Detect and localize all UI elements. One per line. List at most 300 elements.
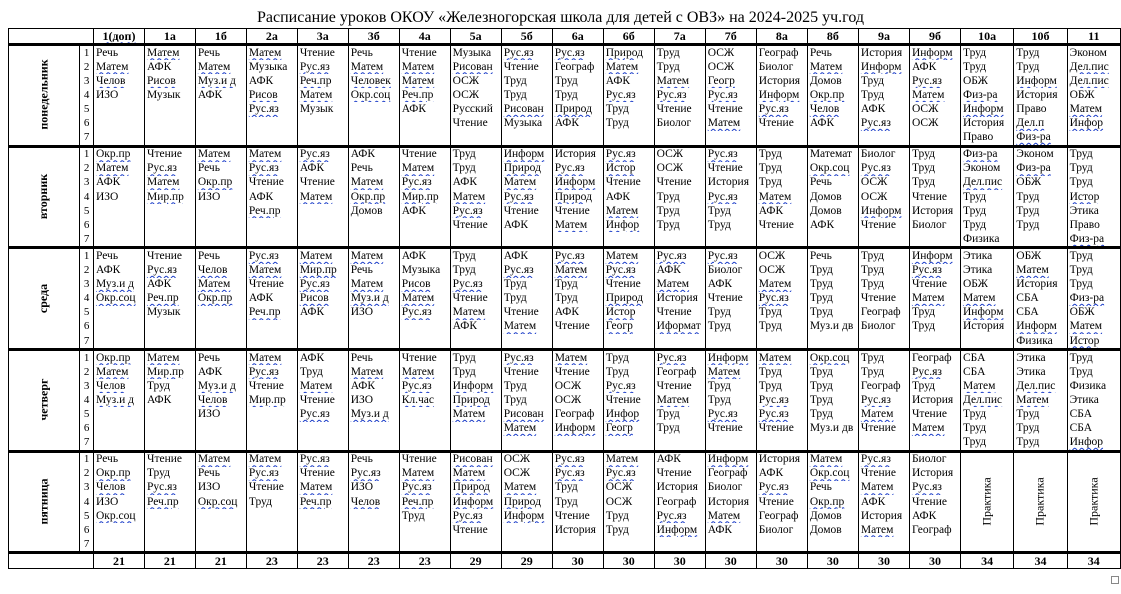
lesson-cell[interactable]: Музык bbox=[297, 102, 348, 116]
lesson-cell[interactable]: Чтение bbox=[297, 467, 348, 481]
lesson-cell[interactable]: Труд bbox=[603, 365, 654, 379]
lesson-cell[interactable]: Информ bbox=[1014, 74, 1067, 88]
lesson-cell[interactable]: АФК bbox=[552, 306, 603, 320]
lesson-cell[interactable]: Информ bbox=[450, 379, 501, 393]
lesson-cell[interactable]: Рисован bbox=[501, 102, 552, 116]
lesson-cell[interactable]: Чтение bbox=[297, 176, 348, 190]
lesson-cell[interactable]: Информ bbox=[1014, 320, 1067, 334]
lesson-cell[interactable]: Труд bbox=[552, 74, 603, 88]
lesson-cell[interactable]: Чтение bbox=[399, 45, 450, 61]
lesson-cell[interactable]: Рус.яз bbox=[297, 278, 348, 292]
lesson-cell[interactable] bbox=[756, 334, 807, 350]
lesson-cell[interactable]: ОБЖ bbox=[1014, 248, 1067, 264]
lesson-cell[interactable]: Окр.пр bbox=[195, 176, 246, 190]
lesson-cell[interactable]: Рус.яз bbox=[246, 162, 297, 176]
lesson-cell[interactable]: ОСЖ bbox=[450, 88, 501, 102]
lesson-cell[interactable] bbox=[399, 422, 450, 436]
lesson-cell[interactable]: Матем bbox=[195, 146, 246, 162]
lesson-cell[interactable]: Физика bbox=[960, 232, 1013, 248]
lesson-cell[interactable]: Матем bbox=[246, 45, 297, 61]
lesson-cell[interactable]: Труд bbox=[1014, 190, 1067, 204]
lesson-cell[interactable]: Речь bbox=[195, 162, 246, 176]
lesson-cell[interactable]: АФК bbox=[450, 320, 501, 334]
lesson-cell[interactable]: Рус.яз bbox=[297, 451, 348, 467]
lesson-cell[interactable] bbox=[297, 509, 348, 523]
lesson-cell[interactable] bbox=[450, 422, 501, 436]
lesson-cell[interactable]: Труд bbox=[1067, 146, 1120, 162]
lesson-cell[interactable] bbox=[93, 320, 144, 334]
resize-handle[interactable] bbox=[1111, 576, 1119, 584]
lesson-cell[interactable]: Природ bbox=[501, 495, 552, 509]
lesson-cell[interactable] bbox=[858, 334, 909, 350]
lesson-cell[interactable]: Труд bbox=[399, 509, 450, 523]
lesson-cell[interactable]: Дел.пис bbox=[1014, 379, 1067, 393]
lesson-cell[interactable]: Дел.пис bbox=[1067, 74, 1120, 88]
lesson-cell[interactable]: Рисов bbox=[297, 292, 348, 306]
lesson-cell[interactable] bbox=[297, 218, 348, 232]
lesson-cell[interactable]: Труд bbox=[960, 422, 1013, 436]
lesson-cell[interactable]: Матем bbox=[195, 451, 246, 467]
lesson-cell[interactable]: Матем bbox=[297, 379, 348, 393]
lesson-cell[interactable]: Биолог bbox=[909, 218, 960, 232]
lesson-cell[interactable]: Рус.яз bbox=[909, 264, 960, 278]
lesson-cell[interactable]: Домов bbox=[348, 204, 399, 218]
lesson-cell[interactable]: Матем bbox=[246, 264, 297, 278]
lesson-cell[interactable]: Речь bbox=[807, 45, 858, 61]
lesson-cell[interactable]: Природ bbox=[552, 190, 603, 204]
lesson-cell[interactable]: Труд bbox=[297, 365, 348, 379]
lesson-cell[interactable]: Труд bbox=[1067, 162, 1120, 176]
lesson-cell[interactable]: ОСЖ bbox=[858, 190, 909, 204]
lesson-cell[interactable]: Физ-ра bbox=[960, 146, 1013, 162]
lesson-cell[interactable]: Матем bbox=[858, 523, 909, 537]
lesson-cell[interactable]: Информ bbox=[909, 45, 960, 61]
lesson-cell[interactable] bbox=[195, 523, 246, 537]
lesson-cell[interactable]: Труд bbox=[1067, 248, 1120, 264]
lesson-cell[interactable] bbox=[195, 537, 246, 553]
lesson-cell[interactable]: Рус.яз bbox=[705, 88, 756, 102]
lesson-cell[interactable]: Труд bbox=[858, 74, 909, 88]
lesson-cell[interactable]: АФК bbox=[246, 292, 297, 306]
lesson-cell[interactable] bbox=[450, 537, 501, 553]
lesson-cell[interactable] bbox=[348, 334, 399, 350]
lesson-cell[interactable]: Реч.пр bbox=[399, 88, 450, 102]
lesson-cell[interactable]: Рус.яз bbox=[501, 45, 552, 61]
lesson-cell[interactable]: Матем bbox=[501, 320, 552, 334]
lesson-cell[interactable]: Матем bbox=[552, 218, 603, 232]
lesson-cell[interactable]: Муз.и д bbox=[195, 379, 246, 393]
lesson-cell[interactable]: Труд bbox=[756, 306, 807, 320]
lesson-cell[interactable]: Речь bbox=[348, 162, 399, 176]
lesson-cell[interactable]: Матем bbox=[654, 278, 705, 292]
lesson-cell[interactable]: Физ-ра bbox=[1067, 232, 1120, 248]
lesson-cell[interactable]: Матем bbox=[960, 379, 1013, 393]
lesson-cell[interactable]: История bbox=[552, 146, 603, 162]
lesson-cell[interactable]: АФК bbox=[756, 204, 807, 218]
lesson-cell[interactable]: Географ bbox=[654, 365, 705, 379]
lesson-cell[interactable]: Труд bbox=[603, 102, 654, 116]
lesson-cell[interactable]: Рус.яз bbox=[654, 248, 705, 264]
lesson-cell[interactable]: ОСЖ bbox=[705, 60, 756, 74]
lesson-cell[interactable]: АФК bbox=[450, 176, 501, 190]
lesson-cell[interactable] bbox=[246, 131, 297, 147]
lesson-cell[interactable]: Музыка bbox=[246, 60, 297, 74]
lesson-cell[interactable]: Труд bbox=[603, 509, 654, 523]
lesson-cell[interactable]: Реч.пр bbox=[246, 204, 297, 218]
lesson-cell[interactable] bbox=[909, 232, 960, 248]
lesson-cell[interactable]: Муз.и д bbox=[348, 407, 399, 421]
lesson-cell[interactable]: Рус.яз bbox=[552, 162, 603, 176]
lesson-cell[interactable] bbox=[144, 509, 195, 523]
lesson-cell[interactable]: Труд bbox=[1014, 60, 1067, 74]
lesson-cell[interactable]: Труд bbox=[756, 379, 807, 393]
lesson-cell[interactable] bbox=[960, 334, 1013, 350]
lesson-cell[interactable] bbox=[705, 232, 756, 248]
lesson-cell[interactable]: ОСЖ bbox=[705, 45, 756, 61]
lesson-cell[interactable] bbox=[348, 102, 399, 116]
lesson-cell[interactable]: Муз.и д bbox=[93, 393, 144, 407]
lesson-cell[interactable]: Чтение bbox=[501, 60, 552, 74]
lesson-cell[interactable] bbox=[450, 232, 501, 248]
lesson-cell[interactable] bbox=[93, 232, 144, 248]
lesson-cell[interactable]: АФК bbox=[297, 350, 348, 366]
lesson-cell[interactable]: Геогр bbox=[603, 320, 654, 334]
lesson-cell[interactable]: Труд bbox=[654, 407, 705, 421]
lesson-cell[interactable]: Муз.и д bbox=[348, 292, 399, 306]
lesson-cell[interactable]: Рус.яз bbox=[399, 176, 450, 190]
lesson-cell[interactable] bbox=[654, 334, 705, 350]
lesson-cell[interactable] bbox=[705, 436, 756, 452]
lesson-cell[interactable]: Матем bbox=[399, 60, 450, 74]
lesson-cell[interactable] bbox=[195, 131, 246, 147]
lesson-cell[interactable] bbox=[195, 509, 246, 523]
lesson-cell[interactable] bbox=[195, 102, 246, 116]
lesson-cell[interactable]: Мир.пр bbox=[246, 393, 297, 407]
lesson-cell[interactable]: Информ bbox=[705, 451, 756, 467]
lesson-cell[interactable]: Речь bbox=[807, 481, 858, 495]
lesson-cell[interactable] bbox=[93, 102, 144, 116]
lesson-cell[interactable]: Матем bbox=[450, 306, 501, 320]
lesson-cell[interactable] bbox=[297, 131, 348, 147]
lesson-cell[interactable] bbox=[858, 232, 909, 248]
lesson-cell[interactable]: Труд bbox=[552, 481, 603, 495]
lesson-cell[interactable]: Труд bbox=[501, 393, 552, 407]
lesson-cell[interactable]: Труд bbox=[654, 45, 705, 61]
lesson-cell[interactable]: Матем bbox=[603, 60, 654, 74]
lesson-cell[interactable]: Информ bbox=[756, 88, 807, 102]
lesson-cell[interactable]: Труд bbox=[450, 264, 501, 278]
lesson-cell[interactable]: Труд bbox=[705, 393, 756, 407]
lesson-cell[interactable]: Чтение bbox=[756, 495, 807, 509]
lesson-cell[interactable] bbox=[144, 320, 195, 334]
lesson-cell[interactable]: Рисован bbox=[450, 451, 501, 467]
lesson-cell[interactable]: Чтение bbox=[297, 45, 348, 61]
lesson-cell[interactable]: Биолог bbox=[756, 60, 807, 74]
lesson-cell[interactable]: Челов bbox=[93, 74, 144, 88]
lesson-cell[interactable] bbox=[450, 131, 501, 147]
lesson-cell[interactable]: Матем bbox=[399, 365, 450, 379]
lesson-cell[interactable]: СБА bbox=[1014, 292, 1067, 306]
lesson-cell[interactable] bbox=[93, 436, 144, 452]
lesson-cell[interactable] bbox=[705, 131, 756, 147]
lesson-cell[interactable]: Информ bbox=[552, 422, 603, 436]
lesson-cell[interactable]: Рус.яз bbox=[297, 407, 348, 421]
lesson-cell[interactable]: АФК bbox=[144, 278, 195, 292]
lesson-cell[interactable]: Музык bbox=[144, 88, 195, 102]
lesson-cell[interactable]: Географ bbox=[654, 495, 705, 509]
lesson-cell[interactable]: Челов bbox=[195, 264, 246, 278]
lesson-cell[interactable]: Рус.яз bbox=[654, 509, 705, 523]
lesson-cell[interactable]: Рисов bbox=[144, 74, 195, 88]
lesson-cell[interactable]: История bbox=[960, 320, 1013, 334]
lesson-cell[interactable] bbox=[195, 334, 246, 350]
lesson-cell[interactable]: ИЗО bbox=[93, 88, 144, 102]
lesson-cell[interactable]: Труд bbox=[807, 379, 858, 393]
lesson-cell[interactable] bbox=[246, 422, 297, 436]
lesson-cell[interactable]: ОСЖ bbox=[756, 248, 807, 264]
lesson-cell[interactable]: Труд bbox=[858, 278, 909, 292]
lesson-cell[interactable] bbox=[246, 509, 297, 523]
lesson-cell[interactable] bbox=[195, 422, 246, 436]
lesson-cell[interactable] bbox=[654, 436, 705, 452]
lesson-cell[interactable]: Труд bbox=[144, 467, 195, 481]
lesson-cell[interactable]: Географ bbox=[552, 407, 603, 421]
lesson-cell[interactable]: Матем bbox=[93, 162, 144, 176]
lesson-cell[interactable] bbox=[144, 218, 195, 232]
lesson-cell[interactable] bbox=[858, 131, 909, 147]
lesson-cell[interactable] bbox=[144, 131, 195, 147]
lesson-cell[interactable]: Реч.пр bbox=[246, 306, 297, 320]
lesson-cell[interactable]: ОСЖ bbox=[552, 379, 603, 393]
lesson-cell[interactable]: АФК bbox=[909, 60, 960, 74]
lesson-cell[interactable]: Информ bbox=[450, 495, 501, 509]
lesson-cell[interactable]: Труд bbox=[807, 393, 858, 407]
lesson-cell[interactable]: ОСЖ bbox=[654, 146, 705, 162]
lesson-cell[interactable]: Матем bbox=[246, 350, 297, 366]
lesson-cell[interactable]: Рус.яз bbox=[858, 162, 909, 176]
lesson-cell[interactable]: Речь bbox=[93, 45, 144, 61]
lesson-cell[interactable]: АФК bbox=[858, 102, 909, 116]
lesson-cell[interactable]: Труд bbox=[501, 278, 552, 292]
lesson-cell[interactable]: История bbox=[654, 481, 705, 495]
lesson-cell[interactable]: Человек bbox=[348, 74, 399, 88]
lesson-cell[interactable]: Матем bbox=[1014, 393, 1067, 407]
lesson-cell[interactable]: Окр.пр bbox=[807, 495, 858, 509]
lesson-cell[interactable] bbox=[909, 436, 960, 452]
lesson-cell[interactable]: Рус.яз bbox=[399, 481, 450, 495]
lesson-cell[interactable] bbox=[603, 334, 654, 350]
lesson-cell[interactable] bbox=[399, 436, 450, 452]
lesson-cell[interactable]: История bbox=[705, 495, 756, 509]
lesson-cell[interactable] bbox=[93, 422, 144, 436]
lesson-cell[interactable]: АФК bbox=[246, 190, 297, 204]
lesson-cell[interactable]: Труд bbox=[909, 306, 960, 320]
lesson-cell[interactable]: АФК bbox=[756, 467, 807, 481]
lesson-cell[interactable]: Рус.яз bbox=[501, 350, 552, 366]
lesson-cell[interactable]: Математ bbox=[807, 146, 858, 162]
lesson-cell[interactable]: Матем bbox=[246, 451, 297, 467]
lesson-cell[interactable]: Чтение bbox=[552, 365, 603, 379]
lesson-cell[interactable]: Географ bbox=[909, 350, 960, 366]
lesson-cell[interactable] bbox=[399, 334, 450, 350]
lesson-cell[interactable] bbox=[144, 436, 195, 452]
lesson-cell[interactable] bbox=[654, 232, 705, 248]
lesson-cell[interactable]: Инфор bbox=[603, 407, 654, 421]
lesson-cell[interactable]: Матем bbox=[909, 88, 960, 102]
lesson-cell[interactable] bbox=[603, 436, 654, 452]
lesson-cell[interactable]: Музыка bbox=[399, 264, 450, 278]
lesson-cell[interactable]: Речь bbox=[348, 451, 399, 467]
lesson-cell[interactable]: ОСЖ bbox=[603, 495, 654, 509]
lesson-cell[interactable]: Матем bbox=[858, 481, 909, 495]
lesson-cell[interactable]: История bbox=[705, 176, 756, 190]
lesson-cell[interactable]: Труд bbox=[552, 88, 603, 102]
lesson-cell[interactable]: Чтение bbox=[909, 278, 960, 292]
lesson-cell[interactable]: Иформат bbox=[654, 320, 705, 334]
lesson-cell[interactable] bbox=[348, 509, 399, 523]
lesson-cell[interactable]: Матем bbox=[501, 481, 552, 495]
lesson-cell[interactable]: Матем bbox=[603, 451, 654, 467]
lesson-cell[interactable]: Чтение bbox=[552, 204, 603, 218]
lesson-cell[interactable]: ОСЖ bbox=[909, 102, 960, 116]
lesson-cell[interactable]: АФК bbox=[552, 117, 603, 131]
lesson-cell[interactable]: АФК bbox=[807, 218, 858, 232]
lesson-cell[interactable]: Информ bbox=[858, 60, 909, 74]
lesson-cell[interactable] bbox=[144, 117, 195, 131]
lesson-cell[interactable]: Труд bbox=[603, 117, 654, 131]
lesson-cell[interactable]: Чтение bbox=[399, 350, 450, 366]
lesson-cell[interactable]: Труд bbox=[1067, 365, 1120, 379]
lesson-cell[interactable]: Труд bbox=[552, 278, 603, 292]
lesson-cell[interactable]: Этика bbox=[1067, 393, 1120, 407]
lesson-cell[interactable]: Чтение bbox=[552, 509, 603, 523]
lesson-cell[interactable]: Чтение bbox=[705, 292, 756, 306]
lesson-cell[interactable]: Рус.яз bbox=[705, 146, 756, 162]
lesson-cell[interactable] bbox=[144, 102, 195, 116]
lesson-cell[interactable]: Труд bbox=[807, 365, 858, 379]
lesson-cell[interactable]: Рус.яз bbox=[909, 481, 960, 495]
lesson-cell[interactable]: Окр.пр bbox=[348, 190, 399, 204]
lesson-cell[interactable]: Эконом bbox=[960, 162, 1013, 176]
lesson-cell[interactable] bbox=[807, 537, 858, 553]
lesson-cell[interactable]: Труд bbox=[654, 204, 705, 218]
lesson-cell[interactable]: Эконом bbox=[1014, 146, 1067, 162]
lesson-cell[interactable]: История bbox=[960, 117, 1013, 131]
lesson-cell[interactable]: АФК bbox=[501, 248, 552, 264]
lesson-cell[interactable]: Физ-ра bbox=[1014, 131, 1067, 147]
lesson-cell[interactable]: Дел.пис bbox=[1067, 60, 1120, 74]
lesson-cell[interactable] bbox=[246, 523, 297, 537]
lesson-cell[interactable]: Чтение bbox=[654, 379, 705, 393]
lesson-cell[interactable]: Рус.яз bbox=[399, 306, 450, 320]
lesson-cell[interactable]: Истор bbox=[603, 306, 654, 320]
lesson-cell[interactable]: Рус.яз bbox=[501, 190, 552, 204]
lesson-cell[interactable]: ОСЖ bbox=[858, 176, 909, 190]
lesson-cell[interactable]: Чтение bbox=[501, 204, 552, 218]
lesson-cell[interactable] bbox=[756, 131, 807, 147]
lesson-cell[interactable]: Этика bbox=[960, 264, 1013, 278]
lesson-cell[interactable]: Чтение bbox=[603, 176, 654, 190]
lesson-cell[interactable]: АФК bbox=[705, 523, 756, 537]
lesson-cell[interactable]: Окр.соц bbox=[807, 162, 858, 176]
lesson-cell[interactable] bbox=[399, 117, 450, 131]
lesson-cell[interactable]: История bbox=[1014, 278, 1067, 292]
lesson-cell[interactable]: Челов bbox=[93, 379, 144, 393]
lesson-cell[interactable]: АФК bbox=[144, 60, 195, 74]
lesson-cell[interactable]: АФК bbox=[195, 365, 246, 379]
lesson-cell[interactable]: Матем bbox=[603, 248, 654, 264]
lesson-cell[interactable]: Домов bbox=[807, 204, 858, 218]
lesson-cell[interactable] bbox=[195, 306, 246, 320]
lesson-cell[interactable]: Челов bbox=[93, 481, 144, 495]
lesson-cell[interactable] bbox=[144, 204, 195, 218]
lesson-cell[interactable]: Труд bbox=[858, 264, 909, 278]
lesson-cell[interactable]: Инфор bbox=[603, 218, 654, 232]
lesson-cell[interactable]: Муз.и дв bbox=[807, 422, 858, 436]
lesson-cell[interactable]: Матем bbox=[144, 350, 195, 366]
lesson-cell[interactable]: Речь bbox=[348, 350, 399, 366]
lesson-cell[interactable]: Чтение bbox=[654, 467, 705, 481]
lesson-cell[interactable]: Рус.яз bbox=[552, 467, 603, 481]
lesson-cell[interactable]: Труд bbox=[501, 88, 552, 102]
lesson-cell[interactable]: Труд bbox=[1014, 422, 1067, 436]
lesson-cell[interactable]: Труд bbox=[960, 407, 1013, 421]
lesson-cell[interactable] bbox=[501, 232, 552, 248]
lesson-cell[interactable] bbox=[1067, 131, 1120, 147]
lesson-cell[interactable]: Труд bbox=[909, 162, 960, 176]
lesson-cell[interactable]: Труд bbox=[960, 436, 1013, 452]
lesson-cell[interactable] bbox=[807, 436, 858, 452]
lesson-cell[interactable]: Географ bbox=[552, 60, 603, 74]
lesson-cell[interactable]: Труд bbox=[450, 365, 501, 379]
lesson-cell[interactable]: Чтение bbox=[654, 176, 705, 190]
lesson-cell[interactable] bbox=[144, 334, 195, 350]
lesson-cell[interactable]: СБА bbox=[1014, 306, 1067, 320]
lesson-cell[interactable]: Труд bbox=[705, 204, 756, 218]
lesson-cell[interactable]: Рус.яз bbox=[399, 379, 450, 393]
lesson-cell[interactable]: Рус.яз bbox=[654, 350, 705, 366]
lesson-cell[interactable]: ИЗО bbox=[93, 495, 144, 509]
lesson-cell[interactable]: Труд bbox=[960, 204, 1013, 218]
lesson-cell[interactable]: Географ bbox=[909, 523, 960, 537]
lesson-cell[interactable]: Чтение bbox=[756, 117, 807, 131]
lesson-cell[interactable]: Чтение bbox=[858, 218, 909, 232]
lesson-cell[interactable]: Труд bbox=[1014, 204, 1067, 218]
lesson-cell[interactable] bbox=[501, 523, 552, 537]
lesson-cell[interactable] bbox=[297, 422, 348, 436]
lesson-cell[interactable]: АФК bbox=[705, 278, 756, 292]
lesson-cell[interactable] bbox=[348, 537, 399, 553]
lesson-cell[interactable]: Матем bbox=[450, 407, 501, 421]
lesson-cell[interactable]: Информ bbox=[960, 306, 1013, 320]
lesson-cell[interactable]: ИЗО bbox=[348, 393, 399, 407]
lesson-cell[interactable] bbox=[93, 523, 144, 537]
lesson-cell[interactable]: Чтение bbox=[501, 365, 552, 379]
lesson-cell[interactable] bbox=[603, 232, 654, 248]
lesson-cell[interactable]: Труд bbox=[858, 350, 909, 366]
lesson-cell[interactable]: Чтение bbox=[654, 306, 705, 320]
lesson-cell[interactable]: История bbox=[552, 523, 603, 537]
lesson-cell[interactable]: Мир.пр bbox=[297, 264, 348, 278]
lesson-cell[interactable]: Истор bbox=[1067, 190, 1120, 204]
lesson-cell[interactable] bbox=[246, 334, 297, 350]
lesson-cell[interactable]: Рус.яз bbox=[246, 248, 297, 264]
lesson-cell[interactable]: Труд bbox=[603, 523, 654, 537]
lesson-cell[interactable]: Рус.яз bbox=[552, 451, 603, 467]
lesson-cell[interactable]: Дел.пис bbox=[960, 393, 1013, 407]
lesson-cell[interactable] bbox=[297, 204, 348, 218]
lesson-cell[interactable] bbox=[93, 218, 144, 232]
